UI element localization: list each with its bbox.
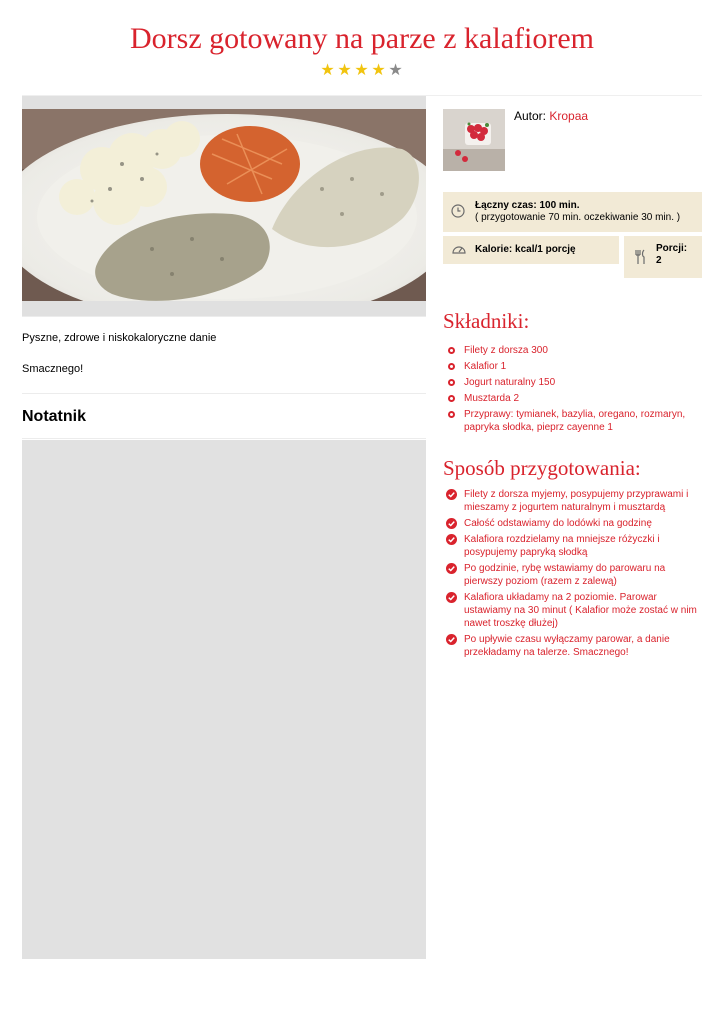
- calories-label: Kalorie: kcal/1 porcję: [475, 244, 576, 255]
- cutlery-icon: [634, 249, 646, 265]
- preparation-steps: [443, 488, 703, 662]
- star-icon: ★: [371, 62, 387, 79]
- recipe-title: Dorsz gotowany na parze z kalafiorem: [130, 22, 594, 55]
- check-circle-icon: [446, 489, 457, 500]
- servings-value: 2: [656, 255, 662, 266]
- servings-label: Porcji:: [656, 243, 688, 254]
- check-circle-icon: [446, 534, 457, 545]
- rating-stars: [0, 63, 724, 79]
- gauge-icon: [451, 242, 467, 256]
- calories-box: [443, 236, 619, 264]
- step-item: [443, 533, 703, 559]
- star-icon: ★: [354, 62, 370, 79]
- circle-bullet-icon: [448, 379, 455, 386]
- step-text: Całość odstawiamy do lodówki na godzinę: [464, 518, 652, 529]
- step-item: [443, 633, 703, 659]
- star-icon: ★: [320, 62, 336, 79]
- total-time-label: Łączny czas: 100 min.: [475, 200, 580, 211]
- description-line: Smacznego!: [22, 363, 84, 375]
- recipe-photo-frame: [22, 96, 426, 316]
- recipe-photo: [22, 109, 426, 301]
- ingredient-item: [443, 376, 703, 389]
- check-circle-icon: [446, 563, 457, 574]
- step-text: Po godzinie, rybę wstawiamy do parowaru na pierwszy poziom (razem z zalewą): [464, 563, 666, 587]
- step-text: Po upływie czasu wyłączamy parowar, a danie przekładamy na talerze. Smacznego!: [464, 634, 670, 658]
- ingredient-text: Jogurt naturalny 150: [464, 377, 556, 388]
- author-avatar: [443, 109, 505, 171]
- ingredient-text: Przyprawy: tymianek, bazylia, oregano, rozmaryn, papryka słodka, pieprz cayenne 1: [464, 409, 686, 433]
- author: [514, 109, 588, 123]
- ingredients-title: Składniki:: [443, 309, 530, 333]
- check-circle-icon: [446, 518, 457, 529]
- ingredient-text: Kalafior 1: [464, 361, 507, 372]
- recipe-description: [22, 316, 426, 394]
- ingredient-item: [443, 392, 703, 405]
- star-icon: ★: [388, 62, 404, 79]
- servings-box: [624, 236, 702, 278]
- star-icon: ★: [337, 62, 353, 79]
- step-text: Filety z dorsza myjemy, posypujemy przyprawami i mieszamy z jogurtem naturalnym i musztardą: [464, 489, 689, 513]
- step-item: [443, 591, 703, 630]
- circle-bullet-icon: [448, 411, 455, 418]
- check-circle-icon: [446, 634, 457, 645]
- notes-title: Notatnik: [22, 408, 86, 425]
- description-line: Pyszne, zdrowe i niskokaloryczne danie: [22, 332, 217, 344]
- ingredient-item: [443, 360, 703, 373]
- total-time-box: [443, 192, 702, 232]
- step-item: [443, 517, 703, 530]
- circle-bullet-icon: [448, 347, 455, 354]
- step-text: Kalafiora rozdzielamy na mniejsze różyczki i posypujemy papryką słodką: [464, 534, 660, 558]
- ingredient-item: [443, 408, 703, 434]
- step-item: [443, 562, 703, 588]
- check-circle-icon: [446, 592, 457, 603]
- step-item: [443, 488, 703, 514]
- circle-bullet-icon: [448, 395, 455, 402]
- ingredients-list: [443, 344, 703, 437]
- step-text: Kalafiora układamy na 2 poziomie. Parowar ustawiamy na 30 minut ( Kalafior może zostać w nim nawet troszkę dłużej): [464, 592, 697, 629]
- author-label: Autor:: [514, 109, 547, 123]
- circle-bullet-icon: [448, 363, 455, 370]
- ingredient-text: Filety z dorsza 300: [464, 345, 548, 356]
- preparation-title: Sposób przygotowania:: [443, 456, 641, 480]
- ingredient-text: Musztarda 2: [464, 393, 520, 404]
- ingredient-item: [443, 344, 703, 357]
- divider: [22, 438, 426, 439]
- author-name-link[interactable]: Kropaa: [549, 109, 589, 123]
- clock-icon: [451, 204, 465, 218]
- time-detail: ( przygotowanie 70 min. oczekiwanie 30 min. ): [475, 212, 681, 223]
- notes-area[interactable]: [22, 440, 426, 959]
